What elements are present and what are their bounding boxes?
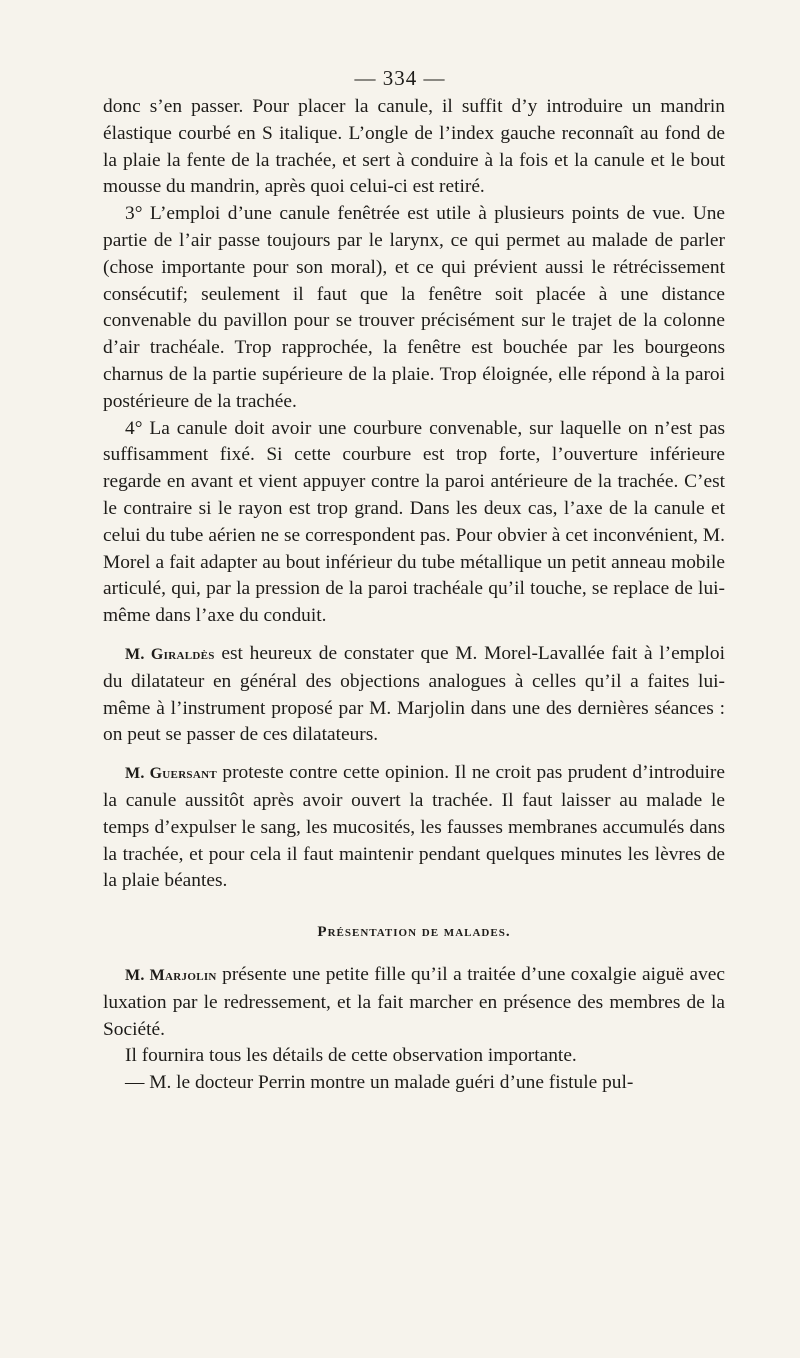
paragraph-7: Il fournira tous les détails de cette observation importante. [125, 1045, 577, 1067]
speaker-name: M. Marjolin [125, 966, 217, 984]
paragraph-2: 3° L’emploi d’une canule fenêtrée est utile à plusieurs points de vue. Une partie de l’air passe toujours par le larynx, ce qui permet au malade de parler (chose importante pour son moral), et ce qui prévient aussi le rétrécissement consécutif; seulement il faut que la fenêtre soit placée à une distance convenable du pavillon pour se trouver précisément sur le trajet de la colonne d’air trachéale. Trop rapprochée, la fenêtre est bouchée par les bourgeons charnus de la partie supérieure de la plaie. Trop éloignée, elle répond à la paroi postérieure de la trachée. [103, 203, 725, 412]
paragraph-6 [103, 962, 725, 1043]
paragraph-3: 4° La canule doit avoir une courbure convenable, sur laquelle on n’est pas suffisamment fixé. Si cette courbure est trop forte, l’ouverture inférieure regarde en avant et vient appuyer contre la paroi antérieure de la trachée. C’est le contraire si le rayon est trop grand. Dans les deux cas, l’axe de la canule et celui du tube aérien ne se correspondent pas. Pour obvier à cet inconvénient, M. Morel a fait adapter au bout inférieur du tube métallique un petit anneau mobile articulé, qui, par la pression de la paroi trachéale qu’il touche, se replace de lui-même dans l’axe du conduit. [103, 417, 725, 627]
paragraph-1: donc s’en passer. Pour placer la canule, il suffit d’y introduire un mandrin élastique courbé en S italique. L’ongle de l’index gauche reconnaît au fond de la plaie la fente de la trachée, et sert à conduire à la fois et la canule et le bout mousse du mandrin, après quoi celui-ci est retiré. [103, 96, 725, 198]
paragraph-8: — M. le docteur Perrin montre un malade guéri d’une fistule pul- [125, 1072, 634, 1094]
page-number: — 334 — [354, 66, 446, 90]
paragraph-6-text: présente une petite fille qu’il a traitée d’une coxalgie aiguë avec luxation par le redressement, et la fait marcher en présence des membres de la Société. [103, 963, 725, 1040]
section-heading: Présentation de malades. [317, 924, 511, 941]
paragraph-5-text: proteste contre cette opinion. Il ne croit pas prudent d’introduire la canule aussitôt après avoir ouvert la trachée. Il faut laisser au malade le temps d’expulser le sang, les mucosités, les fausses membranes accumulés dans la trachée, et pour cela il faut maintenir pendant quelques minutes les lèvres de la plaie béantes. [103, 762, 725, 892]
paragraph-5 [103, 760, 725, 895]
text-body [103, 94, 725, 1097]
paragraph-4 [103, 641, 725, 749]
paragraph-4-text: est heureux de constater que M. Morel-Lavallée fait à l’emploi du dilatateur en général des objections analogues à celles qu’il a faites lui-même à l’instrument proposé par M. Marjolin dans une des dernières séances : on peut se passer de ces dilatateurs. [103, 642, 725, 746]
speaker-name: M. Giraldès [125, 645, 215, 663]
speaker-name: M. Guersant [125, 765, 217, 783]
